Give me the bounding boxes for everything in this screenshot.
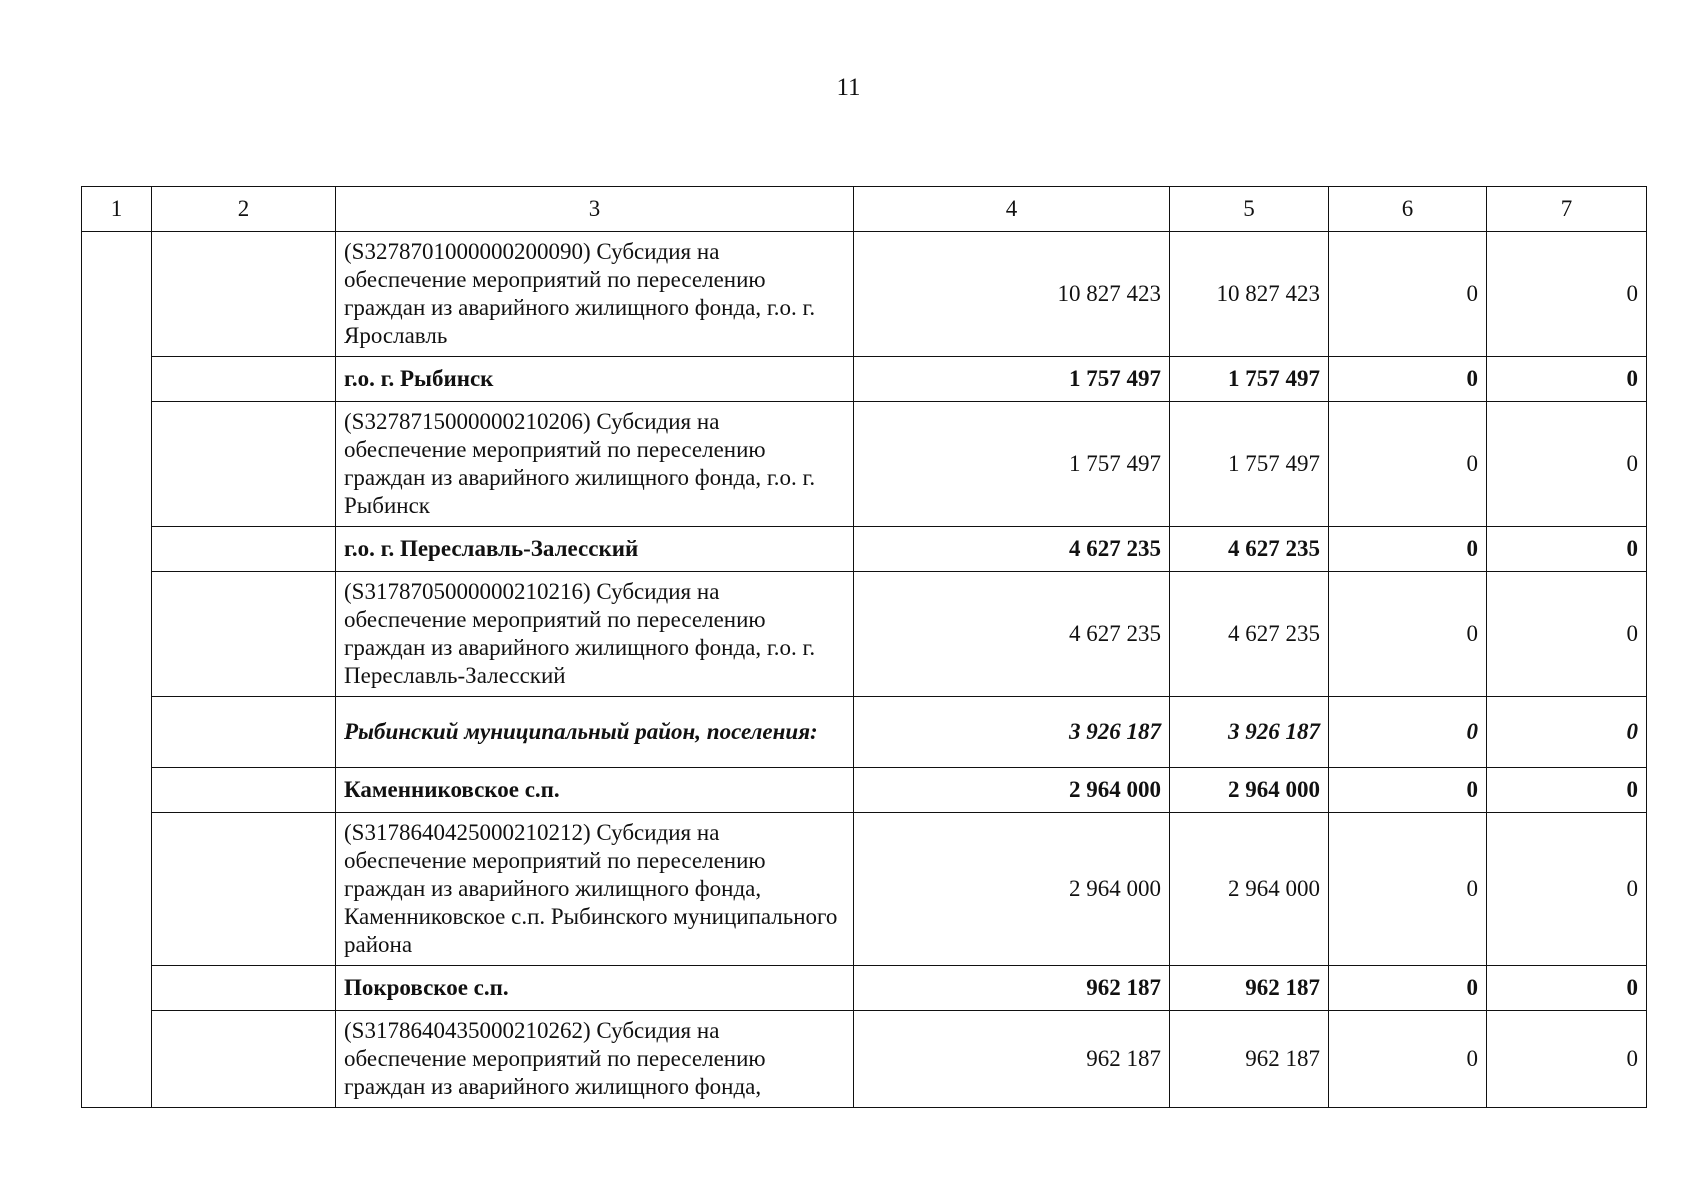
value-col-7: 0 xyxy=(1487,527,1647,572)
value-col-7: 0 xyxy=(1487,1011,1647,1108)
table-row xyxy=(82,966,1647,1011)
value-col-4: 962 187 xyxy=(854,966,1170,1011)
budget-table xyxy=(81,186,1647,1108)
row-description: Покровское с.п. xyxy=(336,966,854,1011)
row-description: г.о. г. Переславль-Залесский xyxy=(336,527,854,572)
value-col-5: 2 964 000 xyxy=(1170,768,1329,813)
table-row xyxy=(82,527,1647,572)
column-2-cell xyxy=(152,697,336,768)
value-col-7: 0 xyxy=(1487,813,1647,966)
header-cell: 5 xyxy=(1170,187,1329,232)
value-col-4: 1 757 497 xyxy=(854,357,1170,402)
value-col-7: 0 xyxy=(1487,357,1647,402)
table-row xyxy=(82,697,1647,768)
value-col-4: 2 964 000 xyxy=(854,813,1170,966)
header-cell: 3 xyxy=(336,187,854,232)
column-2-cell xyxy=(152,357,336,402)
value-col-6: 0 xyxy=(1329,402,1487,527)
value-col-6: 0 xyxy=(1329,1011,1487,1108)
page-number: 11 xyxy=(836,74,861,101)
value-col-5: 962 187 xyxy=(1170,966,1329,1011)
value-col-4: 3 926 187 xyxy=(854,697,1170,768)
value-col-5: 3 926 187 xyxy=(1170,697,1329,768)
value-col-4: 4 627 235 xyxy=(854,527,1170,572)
column-1-cell xyxy=(82,232,152,1108)
column-2-cell xyxy=(152,402,336,527)
column-2-cell xyxy=(152,527,336,572)
value-col-4: 4 627 235 xyxy=(854,572,1170,697)
value-col-4: 962 187 xyxy=(854,1011,1170,1108)
value-col-4: 1 757 497 xyxy=(854,402,1170,527)
value-col-5: 4 627 235 xyxy=(1170,572,1329,697)
table-row xyxy=(82,402,1647,527)
row-description: г.о. г. Рыбинск xyxy=(336,357,854,402)
header-cell: 2 xyxy=(152,187,336,232)
row-description: Рыбинский муниципальный район, поселения: xyxy=(336,697,854,768)
value-col-4: 10 827 423 xyxy=(854,232,1170,357)
header-cell: 1 xyxy=(82,187,152,232)
column-2-cell xyxy=(152,813,336,966)
table-row xyxy=(82,232,1647,357)
value-col-6: 0 xyxy=(1329,966,1487,1011)
column-2-cell xyxy=(152,1011,336,1108)
value-col-6: 0 xyxy=(1329,232,1487,357)
value-col-7: 0 xyxy=(1487,768,1647,813)
value-col-6: 0 xyxy=(1329,813,1487,966)
table-row xyxy=(82,572,1647,697)
column-2-cell xyxy=(152,768,336,813)
value-col-6: 0 xyxy=(1329,527,1487,572)
value-col-5: 1 757 497 xyxy=(1170,402,1329,527)
value-col-7: 0 xyxy=(1487,572,1647,697)
table-row xyxy=(82,1011,1647,1108)
header-row xyxy=(82,187,1647,232)
table-row xyxy=(82,768,1647,813)
value-col-6: 0 xyxy=(1329,572,1487,697)
column-2-cell xyxy=(152,966,336,1011)
table-row xyxy=(82,357,1647,402)
header-cell: 6 xyxy=(1329,187,1487,232)
value-col-7: 0 xyxy=(1487,966,1647,1011)
value-col-7: 0 xyxy=(1487,697,1647,768)
row-description: (S3178705000000210216) Субсидия на обеспечение мероприятий по переселению граждан из аварийного жилищного фонда, г.о. г. Переславль-Залесский xyxy=(336,572,854,697)
row-description: (S3178640435000210262) Субсидия на обеспечение мероприятий по переселению граждан из аварийного жилищного фонда, xyxy=(336,1011,854,1108)
column-2-cell xyxy=(152,572,336,697)
row-description: (S3278715000000210206) Субсидия на обеспечение мероприятий по переселению граждан из аварийного жилищного фонда, г.о. г. Рыбинск xyxy=(336,402,854,527)
header-cell: 7 xyxy=(1487,187,1647,232)
row-description: (S3278701000000200090) Субсидия на обеспечение мероприятий по переселению граждан из аварийного жилищного фонда, г.о. г. Ярославль xyxy=(336,232,854,357)
value-col-7: 0 xyxy=(1487,402,1647,527)
value-col-5: 10 827 423 xyxy=(1170,232,1329,357)
header-cell: 4 xyxy=(854,187,1170,232)
row-description: (S3178640425000210212) Субсидия на обеспечение мероприятий по переселению граждан из аварийного жилищного фонда, Каменниковское с.п. Рыбинского муниципального района xyxy=(336,813,854,966)
value-col-5: 962 187 xyxy=(1170,1011,1329,1108)
value-col-5: 2 964 000 xyxy=(1170,813,1329,966)
row-description: Каменниковское с.п. xyxy=(336,768,854,813)
table-row xyxy=(82,813,1647,966)
value-col-4: 2 964 000 xyxy=(854,768,1170,813)
value-col-5: 4 627 235 xyxy=(1170,527,1329,572)
value-col-7: 0 xyxy=(1487,232,1647,357)
value-col-6: 0 xyxy=(1329,357,1487,402)
column-2-cell xyxy=(152,232,336,357)
value-col-6: 0 xyxy=(1329,768,1487,813)
value-col-5: 1 757 497 xyxy=(1170,357,1329,402)
value-col-6: 0 xyxy=(1329,697,1487,768)
